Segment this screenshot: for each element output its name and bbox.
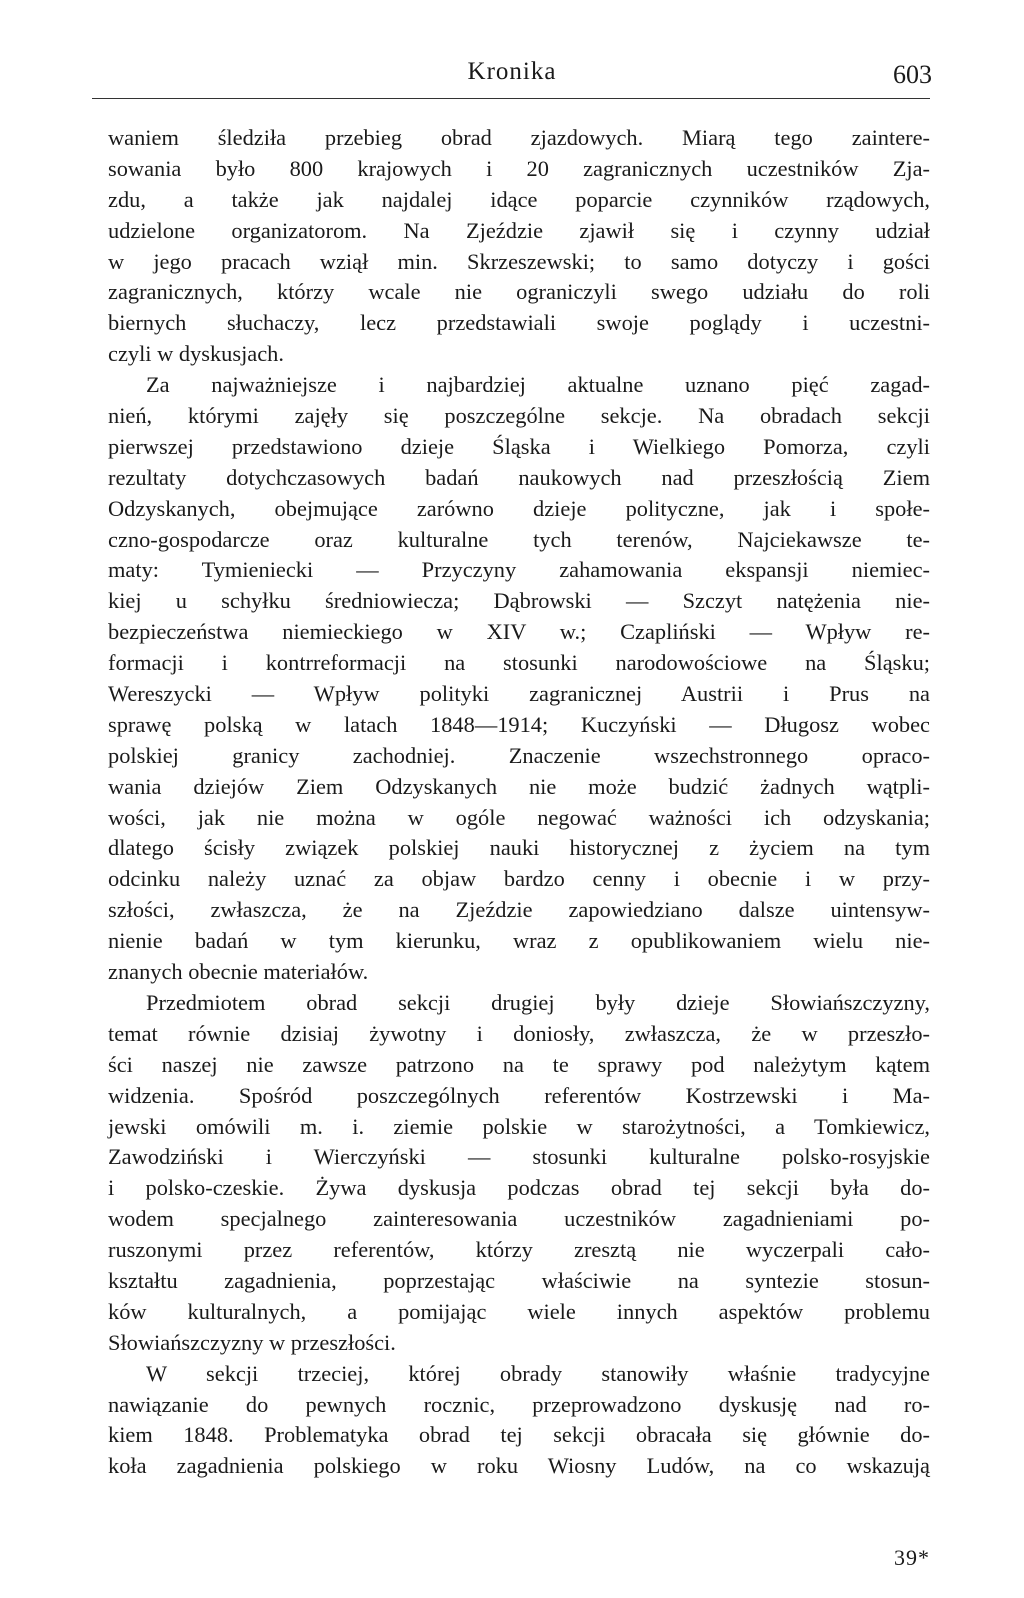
text-line: zagranicznych, którzy wcale nie ograniczyli swego udziału do roli [108,279,930,305]
text-line: wodem specjalnego zainteresowania uczestników zagadnieniami po- [108,1206,930,1232]
text-line: udzielone organizatorom. Na Zjeździe zjawił się i czynny udział [108,217,930,243]
header-rule [92,98,930,99]
text-line: maty: Tymieniecki — Przyczyny zahamowania ekspansji niemiec- [108,557,930,583]
text-line: sowania było 800 krajowych i 20 zagranicznych uczestników Zja- [108,155,930,181]
text-line: wania dziejów Ziem Odzyskanych nie może budzić żadnych wątpli- [108,773,930,799]
text-line: widzenia. Spośród poszczególnych referentów Kostrzewski i Ma- [108,1082,930,1108]
text-line: Wereszycki — Wpływ polityki zagranicznej Austrii i Prus na [108,681,930,707]
text-line: Zawodziński i Wierczyński — stosunki kulturalne polsko-rosyjskie [108,1144,930,1170]
text-line: czyli w dyskusjach. [108,341,284,367]
text-line: nawiązanie do pewnych rocznic, przeprowadzono dyskusję nad ro- [108,1391,930,1417]
text-line: polskiej granicy zachodniej. Znaczenie wszechstronnego opraco- [108,742,930,768]
text-line: szłości, zwłaszcza, że na Zjeździe zapowiedziano dalsze uintensyw- [108,897,930,923]
text-line: Odzyskanych, obejmujące zarówno dzieje polityczne, jak i społe- [108,495,930,521]
text-line: Przedmiotem obrad sekcji drugiej były dzieje Słowiańszczyzny, [146,989,930,1015]
paragraph [108,123,930,370]
text-line: i polsko-czeskie. Żywa dyskusja podczas obrad tej sekcji była do- [108,1175,930,1201]
text-line: biernych słuchaczy, lecz przedstawiali swoje poglądy i uczestni- [108,310,930,336]
text-line: nień, którymi zajęły się poszczególne sekcje. Na obradach sekcji [108,403,930,429]
text-line: sprawę polską w latach 1848—1914; Kuczyński — Długosz wobec [108,711,930,737]
text-line: ści naszej nie zawsze patrzono na te sprawy pod należytym kątem [108,1051,930,1077]
running-head [92,56,932,96]
text-line: W sekcji trzeciej, której obrady stanowiły właśnie tradycyjne [146,1360,930,1386]
text-line: wości, jak nie można w ogóle negować ważności ich odzyskania; [108,804,930,830]
text-line: rezultaty dotychczasowych badań naukowych nad przeszłością Ziem [108,464,930,490]
text-line: bezpieczeństwa niemieckiego w XIV w.; Czapliński — Wpływ re- [108,619,930,645]
text-line: kiej u schyłku średniowiecza; Dąbrowski — Szczyt natężenia nie- [108,588,930,614]
text-line: czno-gospodarcze oraz kulturalne tych terenów, Najciekawsze te- [108,526,930,552]
paragraph [108,988,930,1359]
text-line: ków kulturalnych, a pomijając wiele innych aspektów problemu [108,1298,930,1324]
printer-signature-mark: 39* [894,1545,930,1570]
text-line: formacji i kontrreformacji na stosunki narodowościowe na Śląsku; [108,650,930,676]
text-line: dlatego ścisły związek polskiej nauki historycznej z życiem na tym [108,835,930,861]
text-line: znanych obecnie materiałów. [108,959,369,985]
text-line: kiem 1848. Problematyka obrad tej sekcji obracała się głównie do- [108,1422,930,1448]
text-line: w jego pracach wziął min. Skrzeszewski; to samo dotyczy i gości [108,248,930,274]
body-text [108,123,930,1482]
text-line: nienie badań w tym kierunku, wraz z opublikowaniem wielu nie- [108,928,930,954]
text-line: ruszonymi przez referentów, którzy zresztą nie wyczerpali cało- [108,1237,930,1263]
page-number: 603 [893,60,932,89]
text-line: pierwszej przedstawiono dzieje Śląska i Wielkiego Pomorza, czyli [108,433,930,459]
paragraph [108,370,930,988]
paragraph [108,1359,930,1483]
text-line: Słowiańszczyzny w przeszłości. [108,1329,396,1355]
text-line: waniem śledziła przebieg obrad zjazdowych. Miarą tego zaintere- [108,125,930,150]
text-line: kształtu zagadnienia, poprzestając właściwie na syntezie stosun- [108,1267,930,1293]
running-title: Kronika [467,58,557,85]
text-line: jewski omówili m. i. ziemie polskie w starożytności, a Tomkiewicz, [108,1113,930,1139]
text-line: temat równie dzisiaj żywotny i doniosły, zwłaszcza, że w przeszło- [108,1020,930,1046]
text-line: Za najważniejsze i najbardziej aktualne uznano pięć zagad- [146,372,930,398]
text-line: zdu, a także jak najdalej idące poparcie czynników rządowych, [108,186,930,212]
text-line: odcinku należy uznać za objaw bardzo cenny i obecnie i w przy- [108,866,930,892]
text-line: koła zagadnienia polskiego w roku Wiosny Ludów, na co wskazują [108,1453,930,1479]
